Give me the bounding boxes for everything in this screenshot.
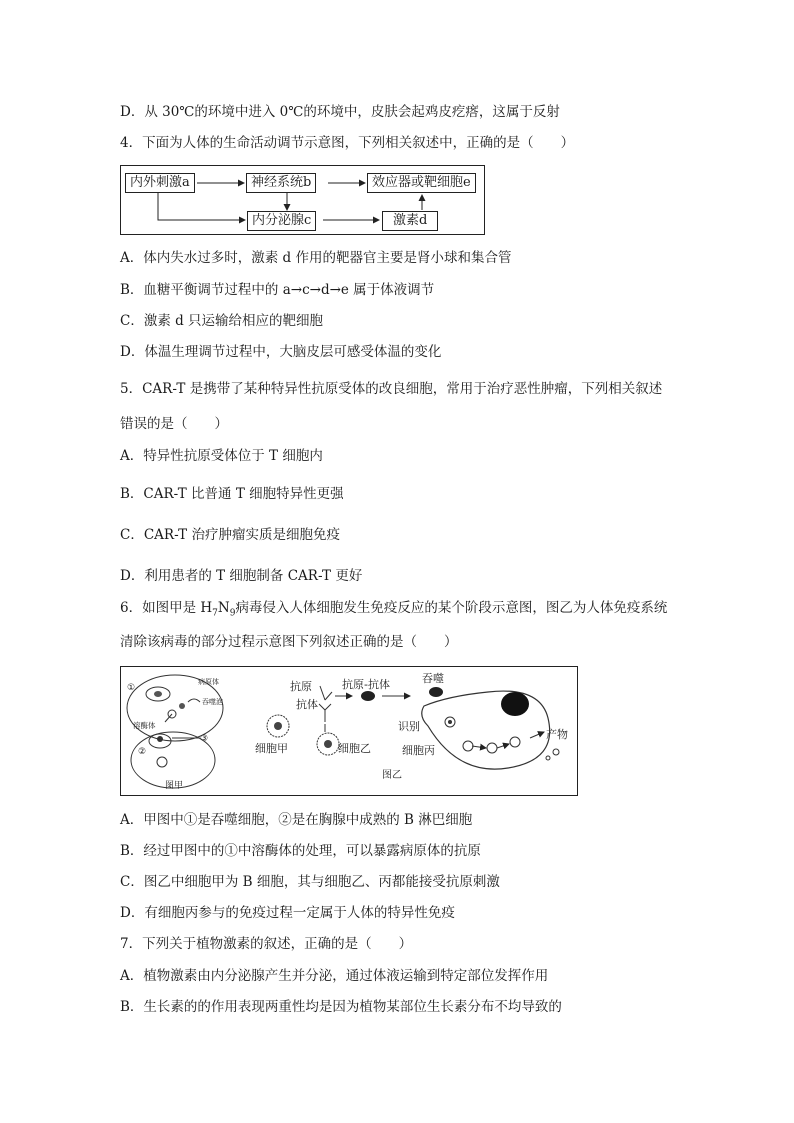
q4-option-b: B．血糖平衡调节过程中的 a→c→d→e 属于体液调节 xyxy=(120,282,435,298)
yi-cell-bing-outline xyxy=(422,691,550,769)
q6-stem-mid: N xyxy=(217,600,230,616)
node-hormone-d: 激素d xyxy=(382,211,438,231)
jia-phagocyte: 吞噬泡 xyxy=(202,698,223,706)
node-stimulus-a: 内外刺激a xyxy=(125,173,195,193)
node-endocrine-c: 内分泌腺c xyxy=(247,211,316,231)
q6-stem-pre: 6．如图甲是 H xyxy=(120,600,213,616)
yi-cell-bing: 细胞丙 xyxy=(402,744,435,757)
q5-option-c: C．CAR-T 治疗肿瘤实质是细胞免疫 xyxy=(120,527,340,543)
q5-stem-line2: 错误的是（ ） xyxy=(120,416,228,432)
q5-option-a: A．特异性抗原受体位于 T 细胞内 xyxy=(120,448,323,464)
jia-label: 图甲 xyxy=(165,781,184,791)
q4-option-d: D．体温生理调节过程中，大脑皮层可感受体温的变化 xyxy=(120,344,442,360)
q6-figure xyxy=(120,666,576,794)
q6-option-c: C．图乙中细胞甲为 B 细胞，其与细胞乙、丙都能接受抗原刺激 xyxy=(120,874,500,890)
yi-recognize: 识别 xyxy=(398,720,420,733)
yi-antigen-antibody: 抗原-抗体 xyxy=(342,678,390,691)
q4-stem: 4．下面为人体的生命活动调节示意图，下列相关叙述中，正确的是（ ） xyxy=(120,135,575,151)
jia-pathogen: 病原体 xyxy=(198,678,219,686)
q5-stem-line1: 5．CAR-T 是携带了某种特异性抗原受体的改良细胞，常用于治疗恶性肿瘤，下列相关叙述 xyxy=(120,381,663,397)
yi-label: 图乙 xyxy=(382,770,402,781)
q6-option-a: A．甲图中①是吞噬细胞，②是在胸腺中成熟的 B 淋巴细胞 xyxy=(120,812,473,828)
q7-stem: 7．下列关于植物激素的叙述，正确的是（ ） xyxy=(120,936,413,952)
yi-cell-jia: 细胞甲 xyxy=(255,742,288,755)
q6-option-b: B．经过甲图中的①中溶酶体的处理，可以暴露病原体的抗原 xyxy=(120,843,481,859)
q4-option-a: A．体内失水过多时，激素 d 作用的靶器官主要是肾小球和集合管 xyxy=(120,250,512,266)
q6-sub1: 7 xyxy=(212,608,218,619)
yi-cell-yi: 细胞乙 xyxy=(338,742,371,755)
q6-option-d: D．有细胞丙参与的免疫过程一定属于人体的特异性免疫 xyxy=(120,905,455,921)
yi-product: 产物 xyxy=(546,728,568,741)
q6-stem-line1 xyxy=(120,598,667,624)
jia-circle1: ① xyxy=(127,683,136,693)
q5-option-d: D．利用患者的 T 细胞制备 CAR-T 更好 xyxy=(120,568,363,584)
yi-antigen: 抗原 xyxy=(290,680,312,693)
node-nervous-b: 神经系统b xyxy=(246,173,316,193)
yi-engulf: 吞噬 xyxy=(422,672,444,685)
jia-circle2: ② xyxy=(138,747,147,757)
yi-antibody: 抗体 xyxy=(296,698,318,711)
q6-stem-post: 病毒侵入人体细胞发生免疫反应的某个阶段示意图，图乙为人体免疫系统 xyxy=(235,600,668,616)
q3-option-d: D．从 30℃的环境中进入 0℃的环境中，皮肤会起鸡皮疙瘩，这属于反射 xyxy=(120,104,560,120)
q7-option-b: B．生长素的的作用表现两重性均是因为植物某部位生长素分布不均导致的 xyxy=(120,999,562,1015)
q5-option-b: B．CAR-T 比普通 T 细胞特异性更强 xyxy=(120,486,344,502)
q6-stem-line2: 清除该病毒的部分过程示意图下列叙述正确的是（ ） xyxy=(120,634,458,650)
node-effector-e: 效应器或靶细胞e xyxy=(367,173,476,193)
jia-circle3: ③ xyxy=(200,734,209,744)
jia-lysosome: 溶酶体 xyxy=(133,721,156,730)
q6-sub2: 9 xyxy=(229,608,236,619)
q7-option-a: A．植物激素由内分泌腺产生并分泌，通过体液运输到特定部位发挥作用 xyxy=(120,968,549,984)
q4-option-c: C．激素 d 只运输给相应的靶细胞 xyxy=(120,313,324,329)
